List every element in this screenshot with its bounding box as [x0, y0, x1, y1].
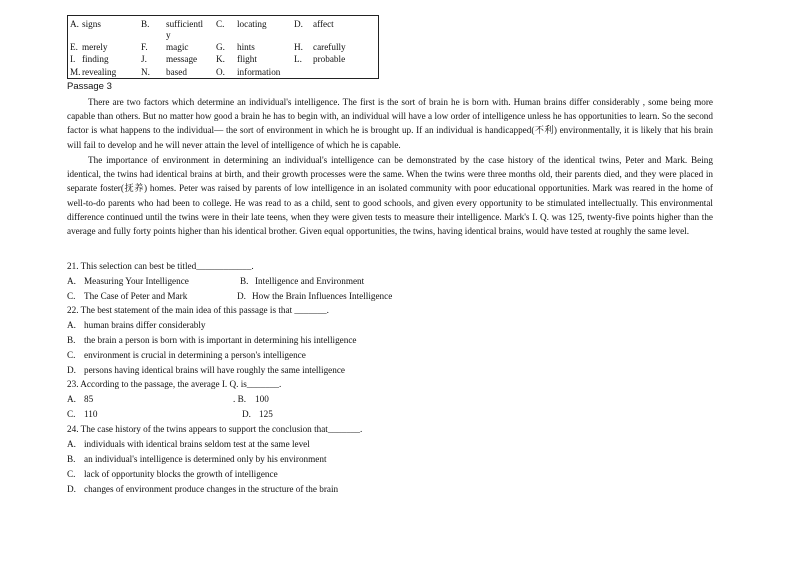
option-letter: G.	[216, 42, 225, 52]
option-letter: F.	[141, 42, 148, 52]
passage-heading: Passage 3	[67, 81, 112, 92]
option-letter: A.	[67, 393, 76, 404]
option-text: 85	[84, 393, 94, 404]
word-bank-row	[68, 29, 378, 41]
option-letter: D.	[242, 408, 251, 419]
option-row	[67, 348, 727, 363]
option-word: magic	[166, 42, 189, 52]
word-bank-row	[68, 41, 378, 53]
question-stem: 24. The case history of the twins appears to support the conclusion that_______.	[67, 424, 363, 434]
option-letter: A.	[70, 19, 79, 29]
question-24	[67, 422, 727, 496]
option-text: 125	[259, 408, 273, 419]
option-letter: C.	[67, 349, 76, 360]
option-text: an individual's intelligence is determined only by his environment	[84, 453, 327, 464]
option-letter: A.	[67, 275, 76, 286]
option-letter: O.	[216, 67, 225, 77]
option-row	[67, 437, 727, 452]
option-letter: C.	[216, 19, 225, 29]
option-text: environment is crucial in determining a person's intelligence	[84, 349, 306, 360]
option-row	[67, 333, 727, 348]
option-word: finding	[82, 54, 109, 64]
option-text: human brains differ considerably	[84, 319, 206, 330]
option-word: revealing	[82, 67, 117, 77]
option-letter: A.	[67, 319, 76, 330]
option-letter: E.	[70, 42, 78, 52]
option-row	[67, 392, 727, 407]
option-text: lack of opportunity blocks the growth of intelligence	[84, 468, 278, 479]
option-letter: C.	[67, 290, 76, 301]
question-stem: 23. According to the passage, the average I. Q. is_______.	[67, 379, 282, 389]
option-text: 100	[255, 393, 269, 404]
option-letter: C.	[67, 408, 76, 419]
option-row	[67, 363, 727, 378]
option-letter: B.	[240, 275, 249, 286]
option-text: Measuring Your Intelligence	[84, 275, 189, 286]
option-letter: B.	[67, 453, 76, 464]
option-row	[67, 467, 727, 482]
option-word: carefully	[313, 42, 346, 52]
option-letter: D.	[67, 483, 76, 494]
option-word: flight	[237, 54, 257, 64]
option-text: 110	[84, 408, 98, 419]
option-word: locating	[237, 19, 267, 29]
question-stem: 22. The best statement of the main idea of this passage is that _______.	[67, 305, 329, 315]
option-letter: M.	[70, 67, 81, 77]
option-word: message	[166, 54, 198, 64]
option-text: How the Brain Influences Intelligence	[252, 290, 393, 301]
option-letter: N.	[141, 67, 150, 77]
option-letter: B.	[67, 334, 76, 345]
option-row	[67, 318, 727, 333]
option-word: hints	[237, 42, 255, 52]
option-text: individuals with identical brains seldom test at the same level	[84, 438, 310, 449]
question-22	[67, 303, 727, 377]
word-bank-row	[68, 53, 378, 65]
word-bank-row	[68, 66, 378, 78]
option-letter: H.	[294, 42, 303, 52]
option-word: signs	[82, 19, 101, 29]
option-letter: K.	[216, 54, 225, 64]
option-text: the brain a person is born with is important in determining his intelligence	[84, 334, 357, 345]
option-row	[67, 407, 727, 422]
option-word: probable	[313, 54, 346, 64]
question-23	[67, 377, 727, 422]
option-row	[67, 274, 727, 289]
passage-paragraph-2: The importance of environment in determining an individual's intelligence can be demonstrated by the case history of the identical twins, Peter and Mark. Being identical, the twins had identical brains at birth, and their growth processes were the same. When the twins were three months old, their parents died, and they were placed in separate foster(抚养) homes. Peter was raised by parents of low intelligence in an isolated community with poor educational opportunities. Mark was reared in the home of well-to-do parents who had been to college. He was read to as a child, sent to good schools, and given every opportunity to be stimulated intellectually. This environmental difference continued until the twins were in their late teens, when they were given tests to measure their intelligence. Mark's I. Q. was 125, twenty-five points higher than the average and fully forty points higher than his identical brother. Given equal opportunities, the twins, having identical brains, would have tested at roughly the same level.	[67, 155, 713, 237]
option-word: y	[166, 30, 171, 40]
word-bank-table	[67, 15, 379, 79]
option-text: persons having identical brains will have roughly the same intelligence	[84, 364, 346, 375]
option-text: The Case of Peter and Mark	[84, 290, 188, 301]
option-word: sufficientl	[166, 19, 204, 29]
option-letter: D.	[294, 19, 303, 29]
option-text: changes of environment produce changes in the structure of the brain	[84, 483, 339, 494]
option-letter: B.	[141, 19, 150, 29]
option-word: information	[237, 67, 281, 77]
option-word: merely	[82, 42, 108, 52]
option-letter: C.	[67, 468, 76, 479]
option-text: Intelligence and Environment	[255, 275, 365, 286]
option-word: based	[166, 67, 187, 77]
option-letter: I.	[70, 54, 76, 64]
option-letter: J.	[141, 54, 147, 64]
option-letter: D.	[67, 364, 76, 375]
option-letter: A.	[67, 438, 76, 449]
option-letter: . B.	[233, 393, 247, 404]
option-letter: D.	[237, 290, 246, 301]
option-row	[67, 482, 727, 497]
passage-paragraph-1: There are two factors which determine an individual's intelligence. The first is the sort of brain he is born with. Human brains differ considerably , some being more capable than others. But no matter how good a brain he has to begin with, an individual will have a low order of intelligence unless he has opportunities to learn. So the second factor is what happens to the individual— the sort of environment in which he is brought up. If an individual is handicapped(不利) environmentally, it is likely that his brain will fail to develop and he will never attain the level of intelligence of which he is capable.	[67, 97, 713, 150]
question-21	[67, 259, 727, 304]
option-letter: L.	[294, 54, 302, 64]
option-row	[67, 452, 727, 467]
option-row	[67, 289, 727, 304]
option-word: affect	[313, 19, 334, 29]
question-stem: 21. This selection can best be titled____________.	[67, 261, 254, 271]
